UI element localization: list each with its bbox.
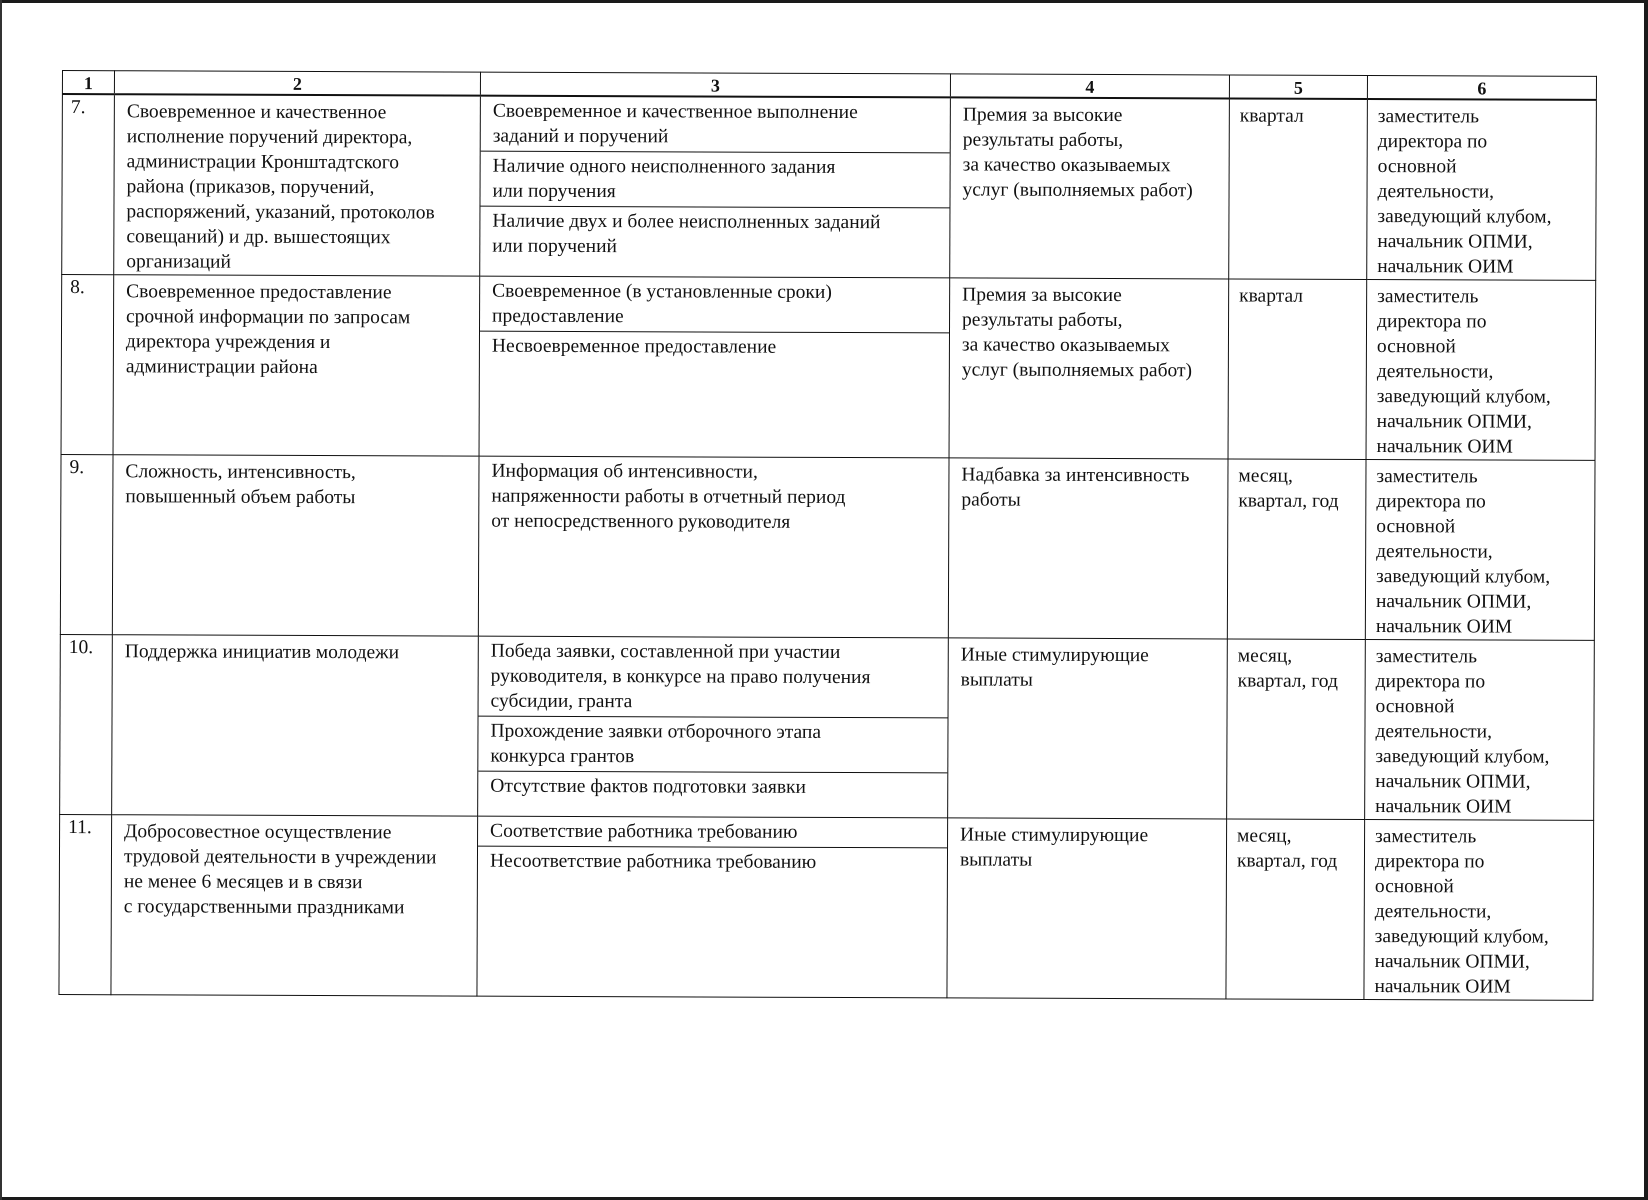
- text-line: заместитель: [1375, 646, 1478, 668]
- indicators-cell: [478, 456, 949, 638]
- text-line: Соответствие работника требованию: [490, 820, 798, 843]
- criterion-cell: [112, 635, 479, 816]
- period-cell: [1229, 98, 1368, 279]
- responsible-cell: [1367, 99, 1597, 280]
- text-line: выплаты: [960, 669, 1033, 691]
- text-line: заместитель: [1376, 466, 1478, 488]
- indicator-item: [478, 847, 947, 878]
- text-line: деятельности,: [1374, 901, 1492, 923]
- text-line: исполнение поручений директора,: [126, 126, 413, 149]
- indicator-item: [480, 207, 949, 263]
- text-line: Прохождение заявки отборочного этапа: [490, 720, 822, 743]
- text-line: начальник ОПМИ,: [1377, 231, 1533, 253]
- text-line: срочной информации по запросам: [126, 306, 411, 329]
- text-line: директора по: [1377, 131, 1488, 153]
- text-line: заведующий клубом,: [1376, 566, 1551, 588]
- criterion-cell: [111, 815, 478, 996]
- payment-type-cell: [949, 278, 1229, 459]
- text-line: предоставление: [492, 305, 624, 328]
- text-line: работы: [961, 489, 1021, 511]
- text-line: основной: [1376, 336, 1456, 358]
- text-line: месяц,: [1237, 645, 1293, 667]
- text-line: Иные стимулирующие: [960, 824, 1149, 847]
- text-line: Информация об интенсивности,: [491, 460, 758, 483]
- text-line: результаты работы,: [962, 129, 1124, 152]
- text-line: Премия за высокие: [962, 284, 1122, 307]
- text-line: заведующий клубом,: [1376, 386, 1551, 408]
- text-line: Отсутствие фактов подготовки заявки: [490, 775, 807, 798]
- indicators-cell: [477, 816, 948, 998]
- text-line: совещаний) и др. вышестоящих: [126, 226, 391, 249]
- period-cell: [1228, 279, 1367, 460]
- header-cell-1: 1: [62, 71, 114, 95]
- text-line: основной: [1377, 156, 1457, 178]
- text-line: Своевременное и качественное: [126, 101, 387, 124]
- text-line: начальник ОПМИ,: [1375, 771, 1531, 793]
- text-line: основной: [1375, 696, 1455, 718]
- indicator-item: [480, 277, 949, 334]
- text-line: за качество оказываемых: [962, 154, 1171, 177]
- text-line: Надбавка за интенсивность: [961, 464, 1190, 487]
- period-cell: [1227, 639, 1366, 820]
- text-line: или поручений: [492, 235, 618, 258]
- header-cell-6: 6: [1367, 76, 1596, 100]
- text-line: Премия за высокие: [962, 104, 1123, 127]
- criterion-cell: [114, 94, 481, 276]
- responsible-cell: [1365, 460, 1595, 641]
- indicator-item: [480, 152, 949, 209]
- text-line: квартал: [1239, 285, 1304, 307]
- responsible-cell: [1365, 640, 1595, 821]
- text-line: Сложность, интенсивность,: [125, 461, 356, 484]
- text-line: квартал, год: [1238, 490, 1339, 512]
- text-line: директора по: [1374, 851, 1485, 873]
- text-line: заданий и поручений: [492, 125, 669, 148]
- text-line: или поручения: [492, 180, 616, 203]
- text-line: начальник ОИМ: [1376, 436, 1513, 458]
- text-line: деятельности,: [1376, 361, 1494, 383]
- text-line: заместитель: [1375, 826, 1477, 848]
- text-line: Иные стимулирующие: [960, 644, 1149, 667]
- text-line: конкурса грантов: [490, 745, 635, 768]
- text-line: не менее 6 месяцев и в связи: [123, 871, 363, 894]
- text-line: квартал, год: [1237, 670, 1338, 692]
- text-line: заместитель: [1377, 106, 1480, 128]
- text-line: напряженности работы в отчетный период: [491, 485, 846, 509]
- criteria-table: [58, 70, 1597, 1001]
- text-line: основной: [1374, 876, 1454, 898]
- text-line: Несоответствие работника требованию: [489, 850, 817, 873]
- table-row: [60, 634, 1595, 820]
- text-line: квартал, год: [1236, 850, 1338, 872]
- text-line: повышенный объем работы: [125, 486, 356, 509]
- text-line: заведующий клубом,: [1374, 926, 1549, 948]
- indicators-cell: [479, 276, 950, 458]
- text-line: Поддержка инициатив молодежи: [124, 641, 400, 664]
- table-row: [59, 814, 1594, 1000]
- indicators-cell: [480, 96, 951, 278]
- text-line: месяц,: [1237, 825, 1292, 847]
- text-line: Своевременное предоставление: [126, 281, 392, 304]
- period-cell: [1226, 819, 1365, 1000]
- indicator-item: [478, 772, 947, 803]
- indicators-cell: [478, 636, 949, 818]
- text-line: Добросовестное осуществление: [124, 821, 392, 844]
- indicator-item: [480, 332, 949, 363]
- text-line: начальник ОПМИ,: [1374, 951, 1530, 973]
- text-line: от непосредственного руководителя: [491, 510, 791, 533]
- row-number: 11.: [59, 814, 112, 994]
- text-line: Своевременное и качественное выполнение: [492, 100, 858, 124]
- text-line: заведующий клубом,: [1375, 746, 1550, 768]
- row-number: 8.: [61, 275, 114, 455]
- text-line: с государственными праздниками: [123, 896, 405, 919]
- text-line: деятельности,: [1375, 721, 1493, 743]
- text-line: начальник ОИМ: [1374, 976, 1511, 998]
- header-cell-4: 4: [950, 74, 1229, 99]
- responsible-cell: [1366, 280, 1596, 461]
- text-line: начальник ОПМИ,: [1376, 411, 1532, 433]
- row-number: 10.: [60, 634, 113, 814]
- text-line: начальник ОПМИ,: [1375, 591, 1532, 613]
- table-row: [60, 454, 1595, 640]
- indicator-item: [478, 817, 947, 849]
- text-line: Победа заявки, составленной при участии: [490, 640, 841, 663]
- scan-edge-left: [0, 0, 2, 1200]
- text-line: основной: [1376, 516, 1456, 538]
- text-line: директора по: [1375, 671, 1486, 693]
- text-line: квартал: [1239, 105, 1304, 127]
- text-line: Своевременное (в установленные сроки): [492, 280, 832, 303]
- text-line: субсидии, гранта: [490, 690, 633, 713]
- text-line: трудовой деятельности в учреждении: [123, 846, 437, 869]
- text-line: заведующий клубом,: [1377, 206, 1552, 228]
- criterion-cell: [113, 275, 480, 456]
- header-cell-3: 3: [480, 72, 950, 97]
- text-line: услуг (выполняемых работ): [962, 179, 1193, 202]
- text-line: Наличие одного неисполненного задания: [492, 155, 836, 178]
- header-cell-2: 2: [114, 71, 480, 96]
- text-line: директора учреждения и: [125, 331, 331, 354]
- indicator-item: [481, 97, 950, 154]
- text-line: директора по: [1377, 311, 1487, 333]
- indicator-item: [478, 717, 947, 774]
- indicator-item: [479, 457, 948, 538]
- text-line: Несвоевременное предоставление: [491, 335, 777, 358]
- text-line: месяц,: [1238, 465, 1293, 487]
- text-line: заместитель: [1377, 286, 1479, 308]
- table-row: [61, 275, 1596, 461]
- payment-type-cell: [948, 638, 1228, 819]
- criterion-cell: [112, 455, 479, 636]
- row-number: 7.: [62, 94, 115, 275]
- text-line: услуг (выполняемых работ): [961, 359, 1193, 382]
- text-line: Наличие двух и более неисполненных заданий: [492, 210, 881, 234]
- responsible-cell: [1364, 820, 1594, 1001]
- payment-type-cell: [947, 818, 1227, 999]
- period-cell: [1227, 459, 1366, 640]
- text-line: начальник ОИМ: [1375, 796, 1512, 818]
- scan-edge-right: [1644, 0, 1648, 1200]
- text-line: начальник ОИМ: [1377, 256, 1514, 278]
- payment-type-cell: [950, 97, 1230, 279]
- text-line: начальник ОИМ: [1375, 616, 1513, 638]
- text-line: организаций: [126, 251, 232, 273]
- row-number: 9.: [60, 454, 113, 634]
- text-line: района (приказов, поручений,: [126, 176, 375, 199]
- text-line: деятельности,: [1377, 181, 1495, 203]
- text-line: деятельности,: [1376, 541, 1493, 563]
- scan-edge-top: [0, 0, 1648, 3]
- text-line: администрации района: [125, 356, 318, 378]
- indicator-item: [479, 637, 948, 719]
- header-cell-5: 5: [1229, 75, 1367, 99]
- text-line: за качество оказываемых: [961, 334, 1170, 357]
- text-line: выплаты: [959, 849, 1033, 871]
- payment-type-cell: [948, 458, 1228, 639]
- text-line: директора по: [1376, 491, 1486, 513]
- text-line: администрации Кронштадтского: [126, 151, 400, 174]
- text-line: результаты работы,: [962, 309, 1123, 332]
- text-line: распоряжений, указаний, протоколов: [126, 201, 435, 224]
- table-row: [62, 94, 1597, 280]
- text-line: руководителя, в конкурсе на право получения: [490, 665, 871, 689]
